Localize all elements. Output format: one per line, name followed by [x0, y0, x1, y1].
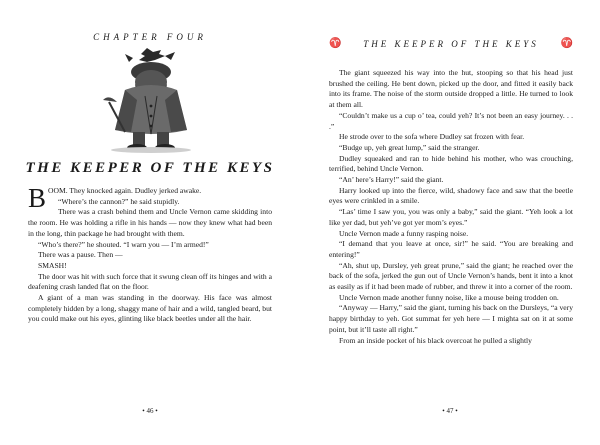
page-number-left: • 46 • — [142, 407, 158, 415]
paragraph: A giant of a man was standing in the doorway. His face was almost completely hidden by a long, shaggy mane of hair and a wild, tangled beard, but you could make out his eyes, glinting like black beetles under all the hair. — [28, 293, 272, 324]
paragraph: Dudley squeaked and ran to hide behind his mother, who was crouching, terrified, behind Uncle Vernon. — [329, 153, 573, 174]
paragraph: Uncle Vernon made a funny rasping noise. — [339, 228, 469, 238]
drop-cap: B — [28, 183, 47, 213]
paragraph: From an inside pocket of his black overcoat he pulled a slightly — [339, 335, 532, 345]
paragraph: “Couldn’t make us a cup o’ tea, could yeh? It’s not been an easy journey. . . .” — [329, 110, 573, 131]
chapter-label: CHAPTER FOUR — [93, 32, 207, 42]
paragraph: There was a crash behind them and Uncle Vernon came skidding into the room. He was holding a rifle in his hands — now they knew what had been in the long, thin package he had brought with them. — [28, 207, 272, 238]
paragraph: Uncle Vernon made another funny noise, like a mouse being trodden on. — [339, 292, 559, 302]
paragraph: There was a pause. Then — — [38, 250, 123, 260]
paragraph: “Budge up, yeh great lump,” said the stranger. — [339, 142, 480, 152]
paragraph: “Las’ time I saw you, you was only a baby,” said the giant. “Yeh look a lot like yer dad, but yeh’ve got yer mom’s eyes.” — [329, 207, 573, 227]
chapter-title: THE KEEPER OF THE KEYS — [25, 160, 275, 176]
hagrid-illustration — [95, 44, 207, 156]
running-head — [329, 38, 573, 49]
paragraph: “Where’s the cannon?” he said stupidly. — [58, 196, 180, 206]
ornament-left-icon: ♈ — [329, 38, 342, 49]
paragraph: The giant squeezed his way into the hut, stooping so that his head just brushed the ceiling. He bent down, picked up the door, and fitted it easily back into its frame. The noise of the storm outside dropped a little. He turned to look at them all. — [329, 68, 573, 110]
paragraph: Harry looked up into the fierce, wild, shadowy face and saw that the beetle eyes were crinkled in a smile. — [329, 185, 573, 206]
paragraph: He strode over to the sofa where Dudley sat frozen with fear. — [339, 132, 525, 142]
paragraph: “An’ here’s Harry!” said the giant. — [339, 175, 444, 185]
paragraph: The door was hit with such force that it swung clean off its hinges and with a deafening crash landed flat on the floor. — [28, 271, 272, 292]
paragraph: “Anyway — Harry,” said the giant, turning his back on the Dursleys, “a very happy birthday to yeh. Got summat fer yeh here — I mighta sat on it at some point, but it’ll taste all right.” — [329, 303, 573, 334]
right-page-text — [329, 68, 573, 346]
paragraph: “Ah, shut up, Dursley, yeh great prune,” said the giant; he reached over the back of the sofa, jerked the gun out of Uncle Vernon’s hands, bent it into a knot as easily as if it had been made of rubber, and threw it into a corner of the room. — [329, 260, 573, 292]
paragraph: “I demand that you leave at once, sir!” he said. “You are breaking and entering!” — [329, 239, 573, 259]
page-number-right: • 47 • — [442, 407, 458, 415]
left-page-text — [28, 183, 272, 325]
paragraph: BOOM. They knocked again. Dudley jerked awake. — [28, 183, 202, 213]
running-head-title: THE KEEPER OF THE KEYS — [363, 38, 539, 49]
paragraph: “Who’s there?” he shouted. “I warn you — I’m armed!” — [38, 239, 209, 249]
paragraph: SMASH! — [38, 260, 67, 270]
ornament-right-icon: ♈ — [560, 38, 573, 49]
